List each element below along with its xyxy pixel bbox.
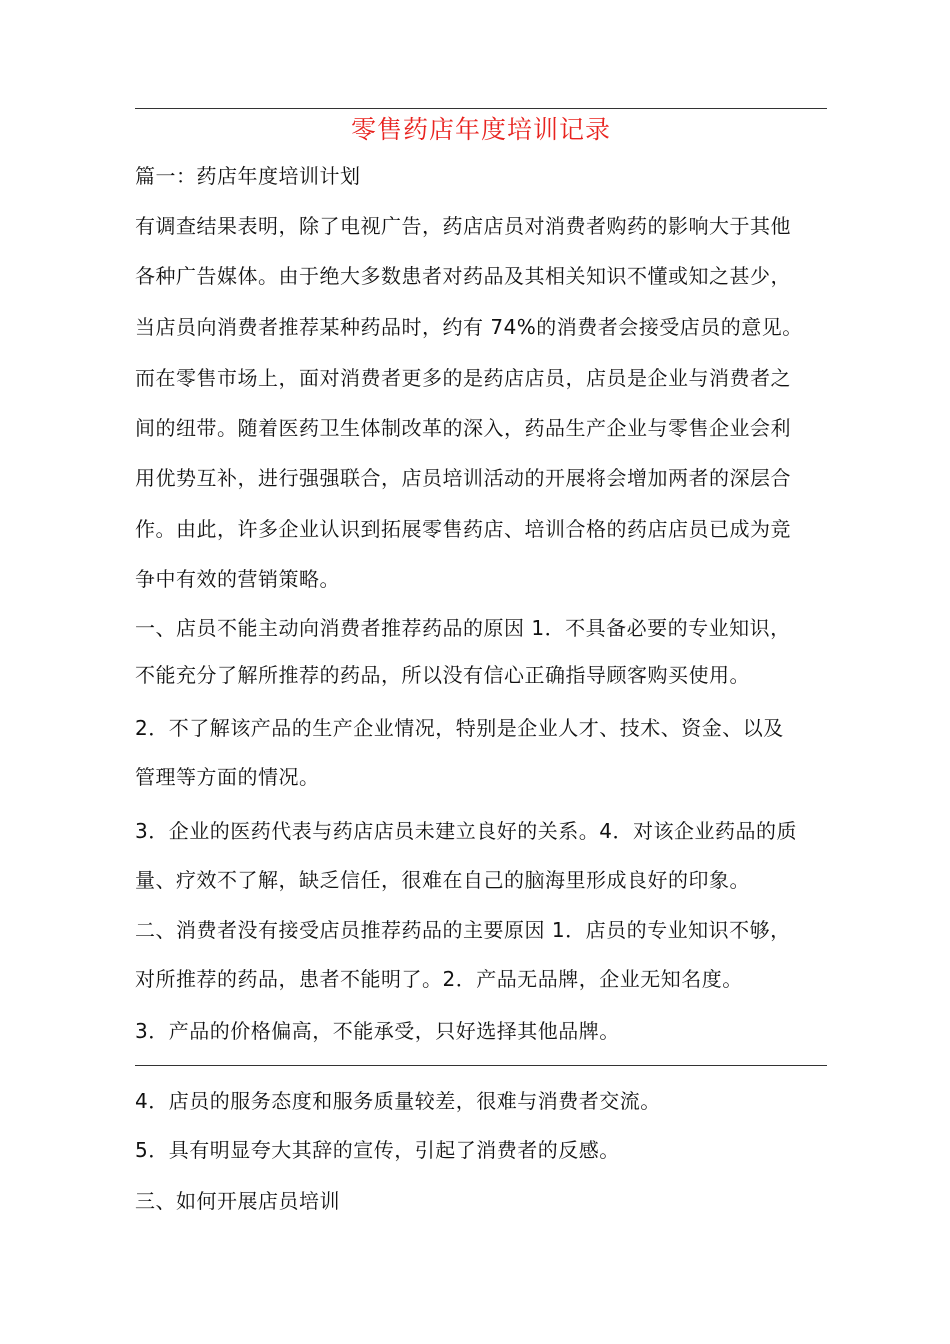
top-divider [135,108,827,109]
paragraph-line: 间的纽带。随着医药卫生体制改革的深入，药品生产企业与零售企业会利 [135,416,791,440]
paragraph-line: 二、消费者没有接受店员推荐药品的主要原因 1．店员的专业知识不够， [135,918,791,942]
paragraph-line: 当店员向消费者推荐某种药品时，约有 74%的消费者会接受店员的意见。 [135,315,803,339]
paragraph-line: 量、疗效不了解，缺乏信任，很难在自己的脑海里形成良好的印象。 [135,868,750,892]
paragraph-line: 3．企业的医药代表与药店店员未建立良好的关系。4．对该企业药品的质 [135,819,797,843]
page-divider [135,1065,827,1066]
paragraph-line: 管理等方面的情况。 [135,765,320,789]
paragraph-line: 5．具有明显夸大其辞的宣传，引起了消费者的反感。 [135,1138,620,1162]
paragraph-line: 争中有效的营销策略。 [135,567,340,591]
paragraph-line: 2．不了解该产品的生产企业情况，特别是企业人才、技术、资金、以及 [135,716,784,740]
paragraph-line: 用优势互补，进行强强联合，店员培训活动的开展将会增加两者的深层合 [135,466,791,490]
paragraph-line: 各种广告媒体。由于绝大多数患者对药品及其相关知识不懂或知之甚少， [135,264,791,288]
paragraph-line: 3．产品的价格偏高，不能承受，只好选择其他品牌。 [135,1019,620,1043]
paragraph-line: 不能充分了解所推荐的药品，所以没有信心正确指导顾客购买使用。 [135,663,750,687]
paragraph-line: 有调查结果表明，除了电视广告，药店店员对消费者购药的影响大于其他 [135,214,791,238]
paragraph-line: 作。由此，许多企业认识到拓展零售药店、培训合格的药店店员已成为竞 [135,517,791,541]
paragraph-line: 对所推荐的药品，患者不能明了。2．产品无品牌，企业无知名度。 [135,967,743,991]
document-title: 零售药店年度培训记录 [350,115,611,144]
paragraph-line: 一、店员不能主动向消费者推荐药品的原因 1．不具备必要的专业知识， [135,616,791,640]
section-heading: 三、如何开展店员培训 [135,1189,340,1213]
paragraph-line: 4．店员的服务态度和服务质量较差，很难与消费者交流。 [135,1089,661,1113]
section-heading: 篇一：药店年度培训计划 [135,164,361,188]
paragraph-line: 而在零售市场上，面对消费者更多的是药店店员，店员是企业与消费者之 [135,366,791,390]
